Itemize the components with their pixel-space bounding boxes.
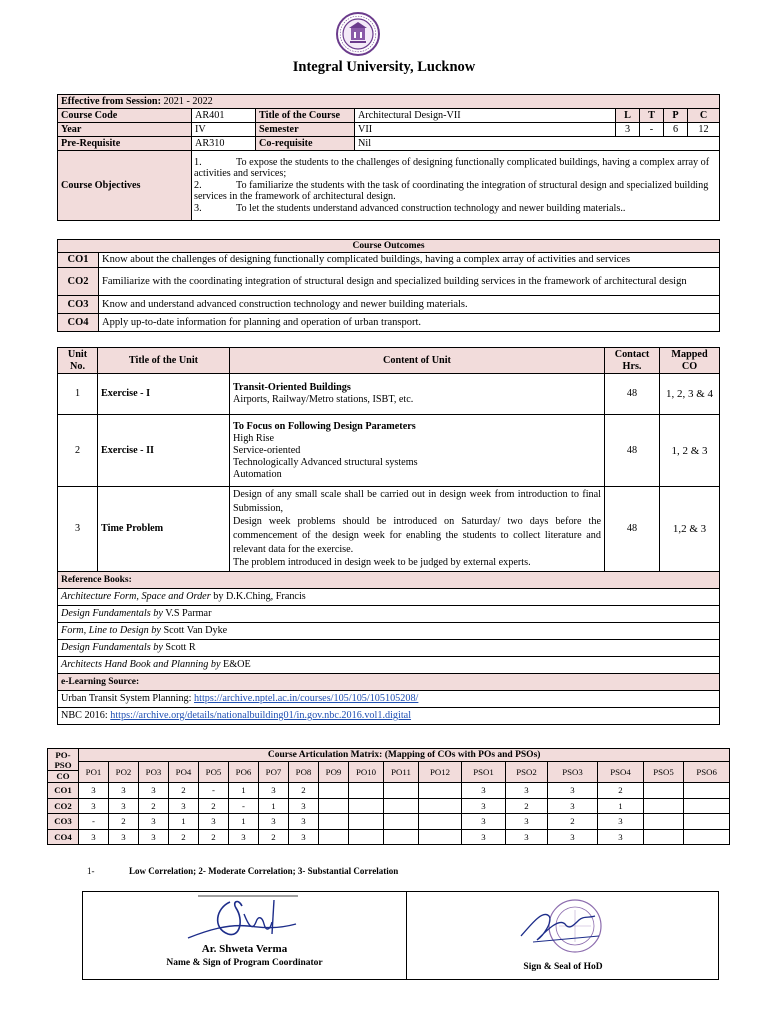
matrix-cell: 2 [109,814,139,830]
matrix-cell: 3 [109,798,139,814]
matrix-cell: 1 [229,814,259,830]
matrix-cell [319,798,349,814]
co-code: CO2 [58,268,99,296]
course-code-value: AR401 [192,109,256,123]
matrix-cell [684,798,730,814]
matrix-cell: 3 [139,829,169,845]
unit-content-header: Content of Unit [230,348,605,374]
hod-seal [503,896,623,958]
ltpc-l-value: 3 [616,123,640,137]
unit-content: Design of any small scale shall be carried out in design week from introduction to final Submission, Design week problems should be introduced on Saturday/ two days before the commencement of the design week for enabling the students to collect literature and relevant data for the exercise. The problem introduced in design week to be judged by external experts. [230,487,605,572]
matrix-cell: 3 [139,783,169,799]
matrix-cell [419,829,462,845]
matrix-header-row [48,762,730,783]
hod-signature-panel [407,892,719,979]
articulation-matrix [47,748,730,845]
matrix-cell: 2 [169,829,199,845]
matrix-column-header: PO3 [139,762,169,783]
year-value: IV [192,123,256,137]
matrix-cell: 3 [109,783,139,799]
co-text: Apply up-to-date information for planning and operation of urban transport. [99,314,720,332]
objective-item: 3. To let the students understand advanced construction technology and newer building materials.. [194,202,626,214]
unit-hours: 48 [605,374,660,415]
matrix-cell: 3 [506,829,548,845]
co-code: CO4 [58,314,99,332]
matrix-cell [419,783,462,799]
objectives-list [192,151,720,221]
coordinator-signature-panel [83,892,406,979]
matrix-column-header: PO1 [79,762,109,783]
semester-value: VII [355,123,616,137]
matrix-cell [384,798,419,814]
correlation-legend: 1- Low Correlation; 2- Moderate Correlation; 3- Substantial Correlation [87,866,399,876]
matrix-cell: 2 [199,829,229,845]
matrix-cell [419,798,462,814]
ltpc-p-label: P [664,109,688,123]
matrix-cell [644,783,684,799]
matrix-cell [349,783,384,799]
unit-row [58,374,720,415]
matrix-column-header: PO6 [229,762,259,783]
coordinator-name: Ar. Shweta Verma [201,943,288,955]
matrix-body [48,783,730,845]
matrix-row [48,798,730,814]
matrix-cell: 3 [506,814,548,830]
course-details-table [57,94,720,221]
matrix-cell [384,783,419,799]
course-outcomes-table [57,239,720,332]
unit-title: Exercise - I [98,374,230,415]
matrix-column-header: PSO6 [684,762,730,783]
matrix-cell [644,798,684,814]
co-text: Know about the challenges of designing functionally complicated buildings, having a complex array of activities and services [99,253,720,268]
matrix-row [48,783,730,799]
ltpc-c-label: C [688,109,720,123]
reference-item: Design Fundamentals by Scott R [58,640,720,657]
hod-role: Sign & Seal of HoD [523,962,603,972]
year-label: Year [58,123,192,137]
matrix-column-header: PO11 [384,762,419,783]
matrix-cell [684,829,730,845]
matrix-cell [319,829,349,845]
matrix-row-label: CO4 [48,829,79,845]
unit-mapped-co: 1,2 & 3 [660,487,720,572]
unit-hours: 48 [605,487,660,572]
matrix-cell: 2 [289,783,319,799]
unit-row [58,487,720,572]
prereq-value: AR310 [192,137,256,151]
course-title-label: Title of the Course [256,109,355,123]
matrix-cell: 3 [79,829,109,845]
matrix-heading: Course Articulation Matrix: (Mapping of COs with POs and PSOs) [79,749,730,762]
co-code: CO3 [58,296,99,314]
coordinator-signature [178,894,308,946]
unit-content: To Focus on Following Design Parameters High Rise Service-oriented Technologically Advanced structural systems Automation [230,415,605,487]
semester-label: Semester [256,123,355,137]
unit-no-header: Unit No. [58,348,98,374]
unit-hours: 48 [605,415,660,487]
objective-item: 2. To familiarize the students with the task of coordinating the integration of structural design and specialized building services in the framework of architectural design. [194,179,709,203]
unit-no: 2 [58,415,98,487]
matrix-column-header: PSO3 [548,762,598,783]
matrix-cell: 3 [462,798,506,814]
matrix-cell [384,829,419,845]
co-code: CO1 [58,253,99,268]
matrix-cell [349,798,384,814]
units-table [57,347,720,725]
matrix-cell: 3 [169,798,199,814]
matrix-cell: 3 [259,814,289,830]
matrix-row-label: CO2 [48,798,79,814]
matrix-cell: 1 [169,814,199,830]
reference-item: Design Fundamentals by V.S Parmar [58,606,720,623]
elearning-link[interactable]: https://archive.nptel.ac.in/courses/105/105/105105208/ [194,693,419,704]
unit-title: Exercise - II [98,415,230,487]
matrix-row [48,814,730,830]
matrix-cell [644,814,684,830]
reference-heading: Reference Books: [58,572,720,589]
matrix-column-header: PSO4 [598,762,644,783]
unit-no: 1 [58,374,98,415]
matrix-cell [349,814,384,830]
matrix-cell [319,783,349,799]
matrix-column-header: PSO5 [644,762,684,783]
matrix-cell: 3 [289,814,319,830]
matrix-cell [419,814,462,830]
matrix-column-header: PO5 [199,762,229,783]
matrix-cell: 3 [109,829,139,845]
matrix-column-header: PO12 [419,762,462,783]
matrix-column-header: PO4 [169,762,199,783]
matrix-cell: 2 [199,798,229,814]
matrix-cell [684,814,730,830]
matrix-cell: 1 [229,783,259,799]
matrix-cell [319,814,349,830]
prereq-label: Pre-Requisite [58,137,192,151]
elearning-item: Urban Transit System Planning: https://archive.nptel.ac.in/courses/105/105/105105208/ [58,691,720,708]
matrix-cell: 2 [548,814,598,830]
ltpc-t-value: - [640,123,664,137]
matrix-column-header: PO7 [259,762,289,783]
matrix-cell: 3 [598,814,644,830]
matrix-cell: 3 [79,798,109,814]
matrix-column-header: PO8 [289,762,319,783]
matrix-cell: 3 [598,829,644,845]
matrix-cell: - [229,798,259,814]
unit-row [58,415,720,487]
co-text: Know and understand advanced construction technology and newer building materials. [99,296,720,314]
matrix-cell: 2 [506,798,548,814]
ltpc-l-label: L [616,109,640,123]
matrix-cell: 3 [229,829,259,845]
matrix-cell: 2 [259,829,289,845]
co-text: Familiarize with the coordinating integration of structural design and specialized building services in the framework of architectural design [99,268,720,296]
matrix-cell: 3 [462,783,506,799]
matrix-cell: 2 [598,783,644,799]
matrix-row-label: CO1 [48,783,79,799]
matrix-cell: 3 [548,798,598,814]
course-code-label: Course Code [58,109,192,123]
ltpc-t-label: T [640,109,664,123]
elearning-link[interactable]: https://archive.org/details/nationalbuilding01/in.gov.nbc.2016.vol1.digital [110,710,412,721]
mapped-co-header: Mapped CO [660,348,720,374]
matrix-column-header: PO9 [319,762,349,783]
matrix-cell: 3 [259,783,289,799]
matrix-cell: 3 [548,829,598,845]
outcomes-heading: Course Outcomes [58,240,720,253]
reference-item: Form, Line to Design by Scott Van Dyke [58,623,720,640]
unit-title-header: Title of the Unit [98,348,230,374]
matrix-cell: 3 [462,829,506,845]
matrix-row [48,829,730,845]
matrix-cell: 1 [598,798,644,814]
coreq-label: Co-requisite [256,137,355,151]
matrix-cell: 3 [289,829,319,845]
effective-session: Effective from Session: 2021 - 2022 [58,95,720,109]
matrix-corner: PO-PSO CO [48,749,79,783]
reference-item: Architecture Form, Space and Order by D.K.Ching, Francis [58,589,720,606]
reference-item: Architects Hand Book and Planning by E&OE [58,657,720,674]
matrix-cell: 3 [506,783,548,799]
matrix-cell: 3 [462,814,506,830]
unit-mapped-co: 1, 2 & 3 [660,415,720,487]
matrix-cell: 3 [139,814,169,830]
objectives-label: Course Objectives [58,151,192,221]
matrix-column-header: PSO1 [462,762,506,783]
unit-mapped-co: 1, 2, 3 & 4 [660,374,720,415]
elearning-heading: e-Learning Source: [58,674,720,691]
matrix-cell: 1 [259,798,289,814]
signature-box [82,891,719,980]
unit-content: Transit-Oriented Buildings Airports, Railway/Metro stations, ISBT, etc. [230,374,605,415]
ltpc-c-value: 12 [688,123,720,137]
matrix-cell [384,814,419,830]
objective-item: 1. To expose the students to the challenges of designing functionally complicated buildings, having a complex array of activities and services; [194,156,710,180]
ltpc-p-value: 6 [664,123,688,137]
matrix-cell [644,829,684,845]
matrix-cell [684,783,730,799]
matrix-cell: 2 [169,783,199,799]
contact-hours-header: Contact Hrs. [605,348,660,374]
matrix-cell: - [199,783,229,799]
matrix-row-label: CO3 [48,814,79,830]
unit-title: Time Problem [98,487,230,572]
elearning-item: NBC 2016: https://archive.org/details/nationalbuilding01/in.gov.nbc.2016.vol1.digital [58,708,720,725]
matrix-cell: 3 [199,814,229,830]
coreq-value: Nil [355,137,720,151]
matrix-column-header: PO10 [349,762,384,783]
matrix-cell: 2 [139,798,169,814]
course-title-value: Architectural Design-VII [355,109,616,123]
matrix-column-header: PO2 [109,762,139,783]
matrix-cell [349,829,384,845]
university-logo [336,12,380,56]
matrix-cell: - [79,814,109,830]
university-title: Integral University, Lucknow [292,59,476,75]
matrix-column-header: PSO2 [506,762,548,783]
matrix-cell: 3 [548,783,598,799]
matrix-cell: 3 [289,798,319,814]
unit-no: 3 [58,487,98,572]
coordinator-role: Name & Sign of Program Coordinator [166,958,323,968]
matrix-cell: 3 [79,783,109,799]
